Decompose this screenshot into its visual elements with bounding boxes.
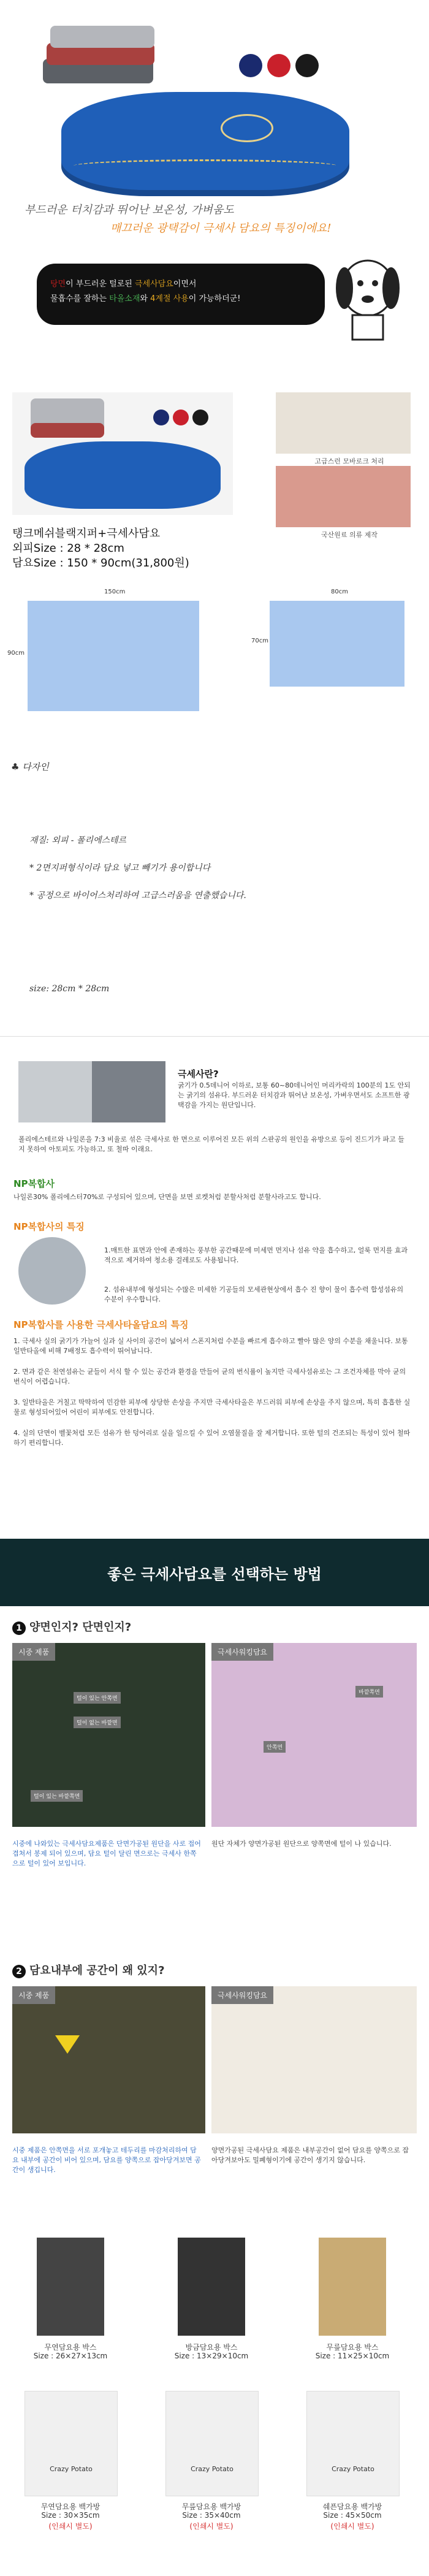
dim-left-height: 90cm	[7, 650, 25, 657]
red-color-swatch-small	[173, 410, 189, 425]
q2-desc-left: 시중 제품은 안쪽면을 서로 포개놓고 테두리를 마감처리하여 담요 내부에 공간이 비어 있으며, 담요를 양쪽으로 잡아당겨보면 공간이 생깁니다.	[12, 2146, 201, 2174]
dim-right-width: 80cm	[331, 589, 348, 595]
q2-section	[0, 1962, 429, 2256]
bag-3-image	[306, 2391, 400, 2496]
thumb-caption-2: 국산원료 의류 제작	[321, 531, 378, 539]
hero-tagline-1: 부드러운 터치감과 뛰어난 보온성, 가벼움도	[25, 204, 234, 216]
box-3-size: Size : 11×25×10cm	[315, 2352, 390, 2360]
dim-left-width: 150cm	[104, 589, 126, 595]
notes-size: size: 28cm * 28cm	[29, 984, 110, 994]
q1-section	[0, 1618, 429, 1925]
notes-section	[0, 760, 429, 1024]
choose-banner-title: 좋은 극세사담요를 선택하는 방법	[107, 1566, 322, 1583]
notes-line-2: * 공정으로 바이어스처리하여 고급스러움을 연출했습니다.	[29, 891, 246, 901]
q1-tag-3: 털이 있는 바깥쪽면	[31, 1790, 83, 1802]
np-feature-2: 2. 섬유내부에 형성되는 수많은 미세한 기공들의 모세관현상에서 흡수 진 향이 물이 흡수력 합성섬유의 수분이 우수합니다.	[104, 1286, 404, 1303]
dim-right-height: 70cm	[251, 638, 268, 644]
notes-line-1: * 2면지퍼형식이라 담요 넣고 빼기가 용이합니다	[29, 863, 211, 873]
bag-2-image	[165, 2391, 259, 2496]
product-size-1: 외피Size : 28 * 28cm	[12, 542, 124, 555]
lexus-logo	[221, 114, 273, 142]
why-section	[0, 1312, 429, 1539]
product-name: 탱크메쉬블랙지퍼+극세사담요	[12, 527, 161, 540]
thumb-label-image	[276, 466, 411, 527]
bag-1-size: Size : 30×35cm	[41, 2511, 100, 2520]
bag-3-note: (인쇄시 별도)	[330, 2522, 374, 2531]
product-section	[0, 380, 429, 570]
product-image	[12, 392, 233, 515]
choose-banner	[0, 1539, 429, 1606]
bag-1-note: (인쇄시 별도)	[48, 2522, 93, 2531]
notes-material: 재질: 외피 - 폴리에스테르	[29, 836, 127, 845]
bag-2-name: 무릎담요용 백가방	[181, 2502, 241, 2511]
thumb-caption-1: 고급스런 모바로크 처리	[314, 457, 384, 465]
bag-1-name: 무연담요용 백가방	[40, 2502, 101, 2511]
thumb-pile-image	[276, 392, 411, 454]
bag-2-logo: Crazy Potato	[191, 2465, 233, 2473]
why-p1: 1. 극세사 실의 굵기가 가늘어 실과 실 사이의 공간이 넓어서 스폰지처럼 수분을 빠르게 흡수하고 빨아 많은 양의 수분을 채울니다. 보통 일반타올에 비해 7배정도 흡수력이 뛰어납니다.	[13, 1337, 408, 1355]
notes-heading: ♣ 다자인	[11, 761, 49, 772]
dimension-diagram-large	[28, 601, 199, 711]
q1-tag-2: 털이 없는 바깥면	[74, 1717, 121, 1728]
q1-number-badge: 1	[12, 1621, 26, 1635]
why-p3: 3. 일반타올은 거칠고 딱딱하여 민감한 피부에 상당한 손상을 주지만 극세사타올은 부드러워 피부에 손상을 주지 않으며, 특히 흡흡한 실물로 형성되어있어 어린이 피부에도 안전합니다.	[13, 1398, 411, 1416]
bag-3-name: 쉐픈담요용 백가방	[322, 2502, 382, 2511]
bag-2-note: (인쇄시 별도)	[189, 2522, 233, 2531]
bag-1-logo: Crazy Potato	[50, 2465, 93, 2473]
speech-section	[0, 245, 429, 368]
q1-tag-5: 안쪽면	[264, 1741, 286, 1753]
box-2-name: 방금담요용 박스	[185, 2343, 238, 2352]
box-1-image	[37, 2238, 104, 2336]
q1-right-image	[211, 1643, 417, 1827]
box-2-image	[178, 2238, 245, 2336]
bag-3-logo: Crazy Potato	[332, 2465, 374, 2473]
np-feature-title: NP복합사의 특징	[13, 1221, 85, 1232]
black-color-swatch-small	[192, 410, 208, 425]
dimension-diagram-small	[270, 601, 404, 687]
box-3-image	[319, 2238, 386, 2336]
dimension-section	[0, 582, 429, 760]
microfiber-strand-image	[92, 1061, 165, 1122]
product-size-2: 담요Size : 150 * 90cm(31,800원)	[12, 557, 189, 570]
q1-desc-right: 원단 자체가 양면가공된 원단으로 양쪽면에 털이 나 있습니다.	[211, 1840, 392, 1848]
q2-label-right: 극세사워킹담요	[211, 1986, 273, 2004]
bag-1-image	[25, 2391, 118, 2496]
np-desc: 나일론30% 폴리에스터70%로 구성되어 있으며, 단면을 보면 로켓처럼 분할사처럼 분할사라고도 합니다.	[13, 1193, 321, 1201]
q1-heading: 1 양면인지? 단면인지?	[12, 1618, 131, 1635]
box-3-name: 무릎담요용 박스	[326, 2343, 379, 2352]
box-1-name: 무연담요용 박스	[44, 2343, 97, 2352]
q1-tag-1: 털이 있는 안쪽면	[74, 1692, 121, 1704]
q2-desc-right: 양면가공된 극세사담요 제품은 내부공간이 없어 담요를 양쪽으로 잡아당겨보아도 밀폐형이기에 공간이 생기지 않습니다.	[211, 2146, 409, 2164]
navy-color-swatch-small	[153, 410, 169, 425]
q2-number-badge: 2	[12, 1965, 26, 1978]
box-2-size: Size : 13×29×10cm	[174, 2352, 249, 2360]
microfiber-composition: 폴리에스테르와 나일론을 7:3 비율로 섞은 극세사로 한 면으로 이루어진 모든 위의 스판공의 원인을 유방으로 등이 진드기가 파고 들지 못하여 아토피도 가능하고, 또 철따 이래요.	[18, 1135, 404, 1153]
why-p2: 2. 면과 같은 천연섬유는 균들이 서식 할 수 있는 공간과 환경을 만들어 균의 번식률이 높지만 극세사섬유로는 그 조건자체를 막아 균의 번식이 어렵습니다.	[13, 1368, 406, 1385]
boxes-section	[0, 2238, 429, 2575]
q1-label-left: 시중 제품	[12, 1643, 55, 1661]
np-feature-1: 1.매트한 표면과 안에 존재하는 풍부한 공간때문에 미세먼 먼지나 섬유 약을 흡수하고, 얼룩 먼지를 효과적으로 제거하여 청소용 걸레로도 사용됩니다.	[104, 1246, 408, 1264]
why-title: NP복합사를 사용한 극세사타올담요의 특징	[13, 1319, 189, 1330]
microfiber-title: 극세사란?	[178, 1069, 219, 1080]
why-p4: 4. 실의 단면이 벨꽃처럼 모든 섬유가 한 덩어리로 실을 일으킬 수 있어 오염물질을 잘 제거합니다. 또한 털의 건조되는 특성이 있어 철따하기 편리합니다.	[13, 1429, 411, 1447]
q1-label-right: 극세사워킹담요	[211, 1643, 273, 1661]
cushion-image	[49, 74, 362, 202]
bag-3-size: Size : 45×50cm	[323, 2511, 382, 2520]
q2-right-image	[211, 1986, 417, 2133]
microfiber-thread-image	[18, 1061, 92, 1122]
q1-tag-4: 바깥쪽면	[355, 1686, 383, 1698]
np-title: NP복합사	[13, 1178, 55, 1189]
q2-left-image	[12, 1986, 205, 2133]
q2-arrow-icon	[55, 2035, 80, 2054]
hero-tagline-2: 매끄러운 광택감이 극세사 담요의 특징이에요!	[110, 222, 332, 235]
q1-desc-left: 시중에 나와있는 극세사담요제품은 단면가공된 원단을 사로 접어 겹쳐서 봉제 되어 있으며, 담요 털이 달린 면으로는 극세사 한쪽으로 털이 있어 보입니다.	[12, 1840, 201, 1867]
microfiber-section	[0, 1036, 429, 1159]
q2-heading: 2 담요내부에 공간이 왜 있지?	[12, 1962, 165, 1978]
microfiber-desc: 굵기가 0.5데니어 이하로, 보통 60~80데니어인 머리카락의 100분의 1도 안되는 굵기의 섬유다. 부드러운 터치감과 뛰어난 보온성, 가벼우면서도 소프트한 광택감을 가지는 원단입니다.	[178, 1081, 411, 1109]
dog-doodle-icon	[331, 251, 404, 349]
speech-bubble: 탕면이 부드러운 털로된 극세사담요이면서 물흡수를 잘하는 타올소재와 4계절 사용이 가능하더군!	[37, 264, 325, 325]
bag-2-size: Size : 35×40cm	[182, 2511, 241, 2520]
np-fiber-icon	[18, 1237, 86, 1305]
q2-label-left: 시중 제품	[12, 1986, 55, 2004]
hero-section	[0, 0, 429, 239]
box-1-size: Size : 26×27×13cm	[33, 2352, 108, 2360]
